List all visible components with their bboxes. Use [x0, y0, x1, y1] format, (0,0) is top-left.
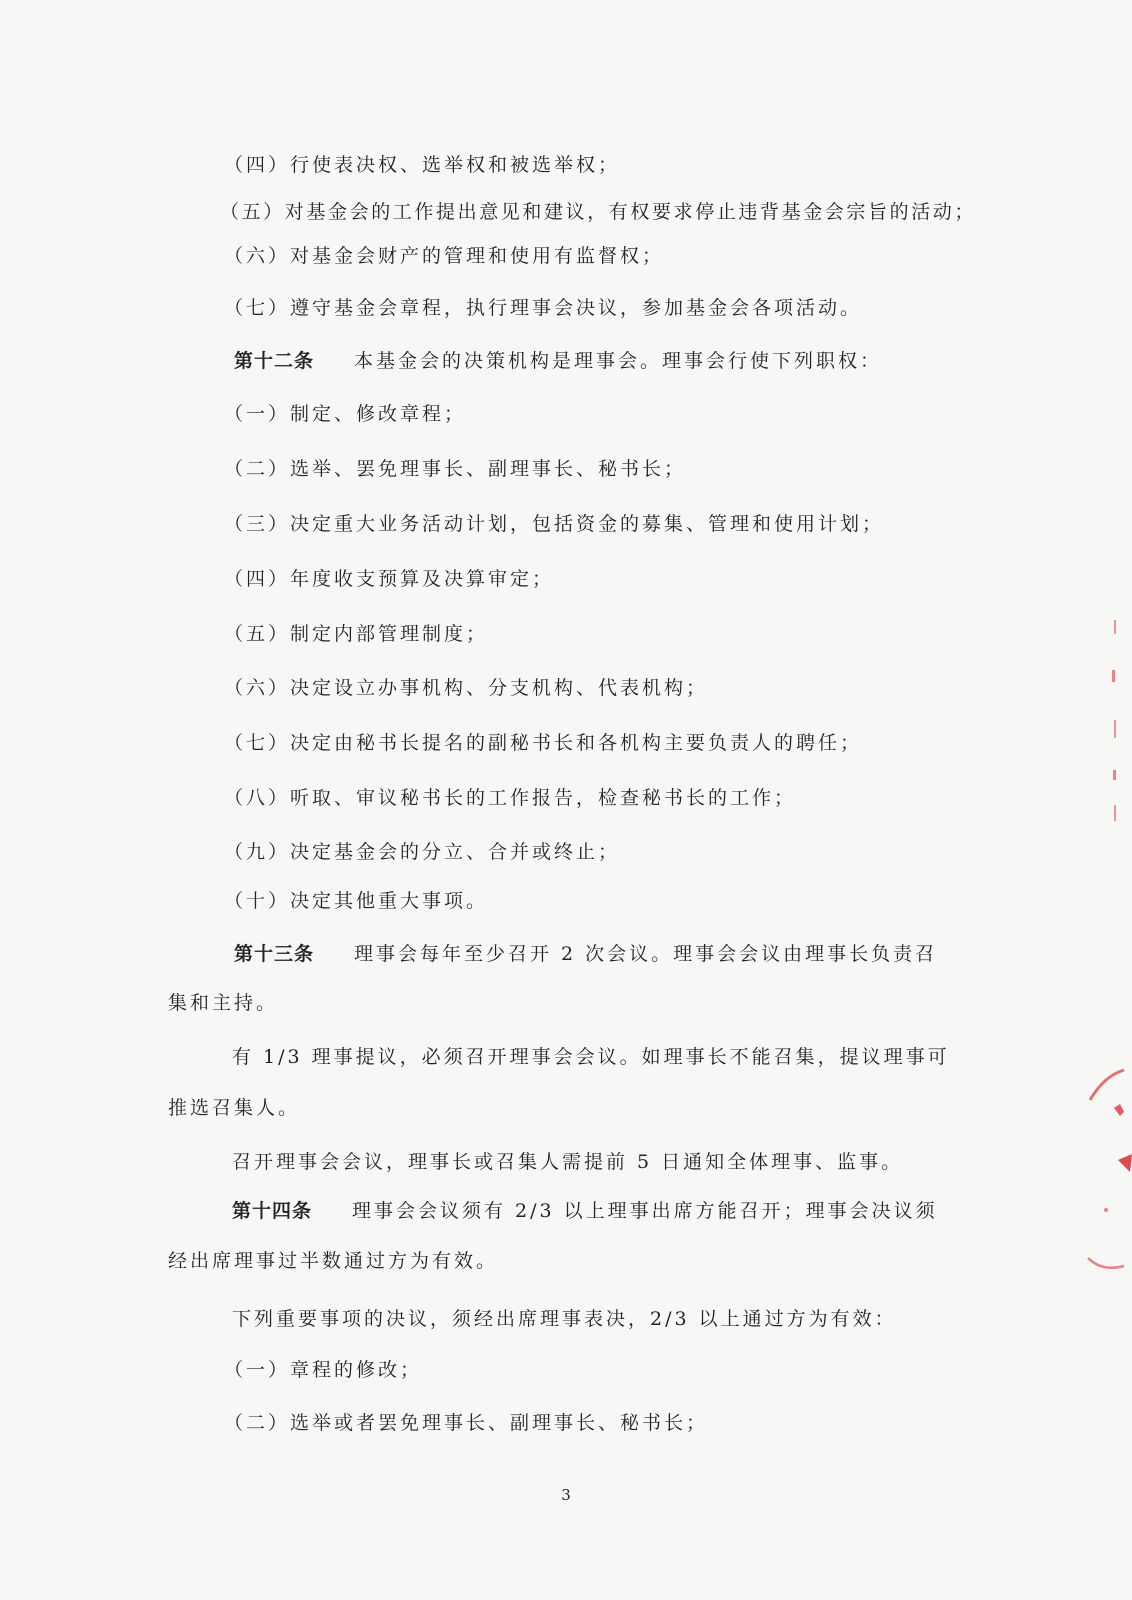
article-12-item: （二）选举、罢免理事长、副理事长、秘书长； — [224, 458, 687, 480]
member-right-7: （七）遵守基金会章程，执行理事会决议，参加基金会各项活动。 — [224, 297, 863, 319]
member-right-6: （六）对基金会财产的管理和使用有监督权； — [224, 245, 665, 267]
article-14-item: （二）选举或者罢免理事长、副理事长、秘书长； — [224, 1412, 709, 1434]
article-12-item: （六）决定设立办事机构、分支机构、代表机构； — [224, 677, 709, 699]
article-12 — [234, 349, 882, 373]
article-14 — [232, 1199, 938, 1223]
article-13 — [234, 942, 937, 966]
article-13-para-3: 召开理事会会议，理事长或召集人需提前 5 日通知全体理事、监事。 — [232, 1151, 904, 1173]
edge-binding-marks — [1108, 600, 1120, 830]
page-number: 3 — [561, 1486, 571, 1504]
article-14-title: 第十四条 — [232, 1200, 313, 1222]
article-13-text: 理事会每年至少召开 2 次会议。理事会会议由理事长负责召 — [354, 943, 938, 965]
article-12-item: （五）制定内部管理制度； — [224, 623, 489, 645]
article-12-item: （七）决定由秘书长提名的副秘书长和各机构主要负责人的聘任； — [224, 732, 863, 754]
article-13-para-2: 有 1/3 理事提议，必须召开理事会会议。如理事长不能召集，提议理事可 — [232, 1046, 950, 1068]
article-12-text: 本基金会的决策机构是理事会。理事会行使下列职权： — [354, 350, 883, 372]
article-12-title: 第十二条 — [234, 350, 315, 372]
article-12-item: （十）决定其他重大事项。 — [224, 890, 489, 912]
article-13-title: 第十三条 — [234, 943, 315, 965]
article-12-item: （一）制定、修改章程； — [224, 403, 467, 425]
article-12-item: （八）听取、审议秘书长的工作报告，检查秘书长的工作； — [224, 787, 797, 809]
article-12-item: （三）决定重大业务活动计划，包括资金的募集、管理和使用计划； — [224, 513, 885, 535]
article-14-item: （一）章程的修改； — [224, 1359, 423, 1381]
article-14-text: 理事会会议须有 2/3 以上理事出席方能召开；理事会决议须 — [352, 1200, 938, 1222]
article-13-para-2-cont: 推选召集人。 — [168, 1097, 301, 1119]
article-14-para-2: 下列重要事项的决议，须经出席理事表决，2/3 以上通过方为有效： — [232, 1308, 897, 1330]
article-12-item: （九）决定基金会的分立、合并或终止； — [224, 841, 621, 863]
article-14-text-cont: 经出席理事过半数通过方为有效。 — [168, 1250, 499, 1272]
member-right-4: （四）行使表决权、选举权和被选举权； — [224, 154, 621, 176]
article-12-item: （四）年度收支预算及决算审定； — [224, 568, 555, 590]
article-13-text-cont: 集和主持。 — [168, 992, 279, 1014]
member-right-5: （五）对基金会的工作提出意见和建议，有权要求停止违背基金会宗旨的活动； — [220, 201, 977, 223]
red-seal-stamp-fragment — [1084, 1060, 1132, 1300]
